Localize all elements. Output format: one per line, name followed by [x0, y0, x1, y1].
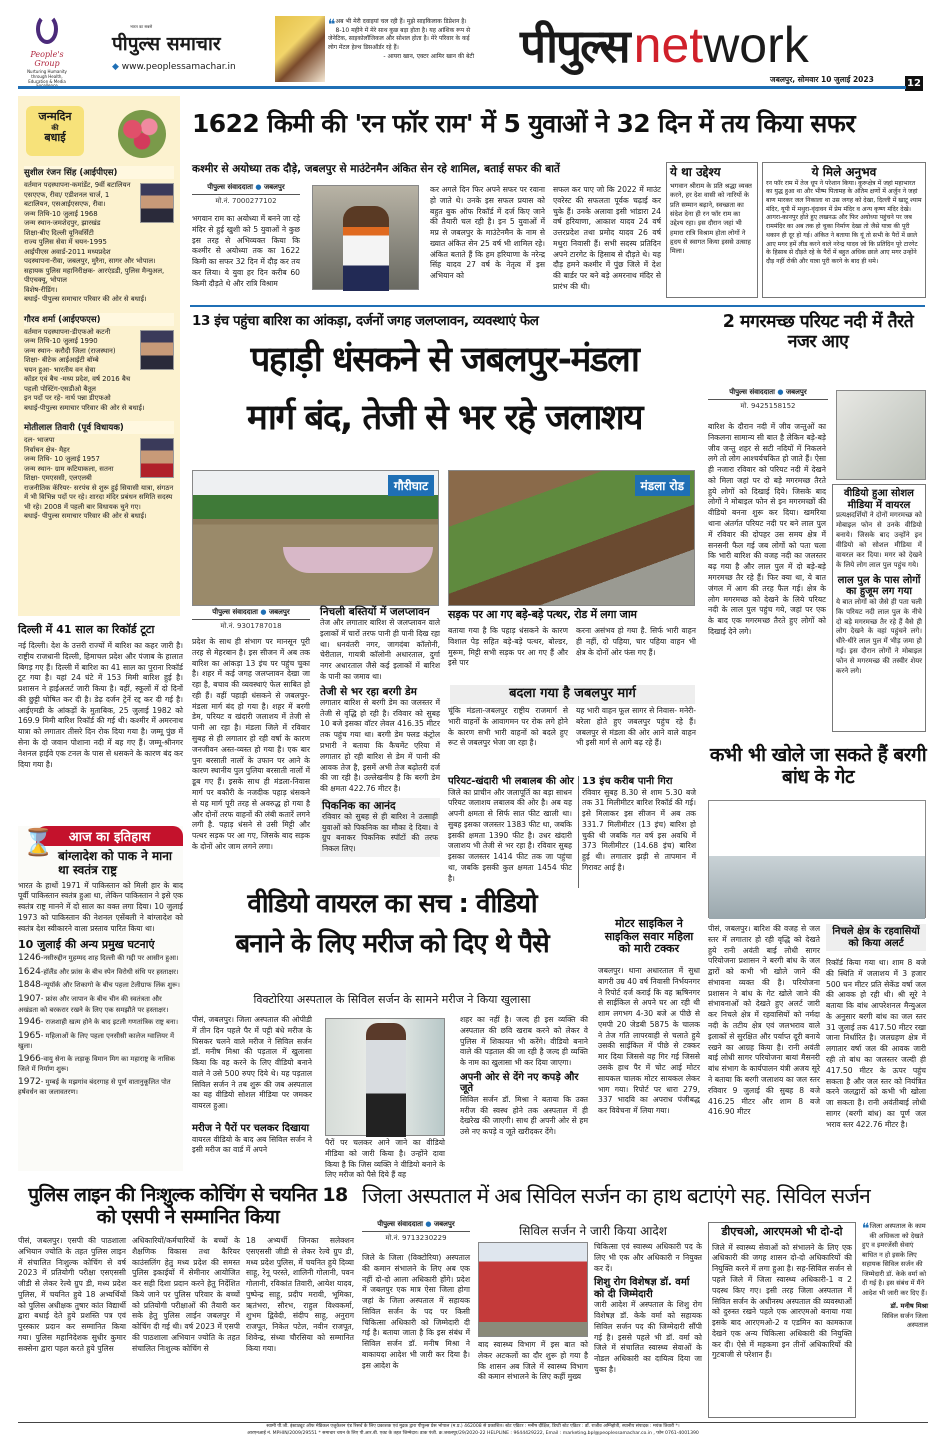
history-event: [18, 979, 183, 992]
hospital-subhead: सिविल सर्जन ने जारी किया आदेश: [519, 1224, 667, 1238]
person-detail: बधाई-पीपुल्स समाचार परिवार की ओर से बधाई।: [24, 403, 145, 412]
police-col2: अधिकारियों/कर्मचारियों के बच्चों के शैक्षणिक विकास तथा कैरियर काउंसलिंग हेतु मध्य प्रदेश की समस्त पुलिस इकाईयों में सेमीनार आयोजित कर सही दिशा प्रदान करने हेतु निर्देशित किये जाने पर पुलिस परिवार के बच्चों को प्रतियोगी परीक्षाओं की तैयारी कर सके हेतु पुलिस लाईन जबलपुर में कोचिंग दी गई थी। वर्ष 2023 में एसपी की पाठशाला अभियान ज्योति के तहत संचालित निःशुल्क कोचिंग से: [132, 1236, 240, 1353]
delhi-headline: दिल्ली में 41 साल का रिकॉर्ड टूटा: [18, 623, 155, 636]
road-jam-text-1: बताया गया है कि पहाड़ धंसकने के कारण विशाल पेड़ सहित बड़े-बड़े पत्थर, बोल्डर, मुरूम, मिट्टी सभी सड़क पर आ गए हैं और इसे पार: [448, 626, 568, 668]
event-year: 1966: [18, 1053, 41, 1064]
run-story-subhead: कश्मीर से अयोध्या तक दौड़े, जबलपुर से माउंटेनमैन अंकित सेन रहे शामिल, बताई सफर की बातें: [192, 163, 560, 175]
history-banner: आज का इतिहास: [36, 826, 183, 846]
quote-icon: ❝: [862, 1221, 870, 1237]
runner-photo: [312, 185, 419, 290]
bike-body: जबलपुर। थाना अधारताल में सुधा बागरी उम्र 40 वर्ष निवासी निर्भयनगर ने रिपोर्ट दर्ज कराई कि वह ऋषिनगर से साईकिल से अपने घर आ रही थी शाम लगभग 4-30 बजे अ पीछे से एमपी 20 जेडबी 5875 के चालक ने तेज गति लापरवाही से चलाते हुये उसकी साईकिल में पीछे से टक्कर मार दिया जिससे वह गिर गई जिससे उसके हाथ पैर में चोट आई मोटर सायकल चालक मोटर सायकल लेकर भाग गया। रिपोर्ट पर धारा 279, 337 भादवि का अपराध पंजीबद्ध कर विवेचना में लिया गया।: [598, 966, 700, 1116]
person-name: सुशील रंजन सिंह (आईपीएस): [24, 166, 174, 179]
road-jam-text-2: करना असंभव हो गया है. सिर्फ भारी वाहन ही नहीं, दो पहिया, चार पहिया वाहन भी क्षेत्र के दोनों ओर फंस गए हैं।: [576, 626, 696, 657]
person-name: मोतीलाल तिवारी (पूर्व विधायक): [24, 421, 174, 434]
video-headline-2: बनाने के लिए मरीज को दिए थे पैसे: [235, 929, 549, 959]
person-detail: सहायक पुलिस महानिरीक्षक- आरएंडडी, पुलिस मैन्युअल, पीएचक्यू, भोपाल: [24, 266, 165, 285]
event-year: 1624: [18, 966, 41, 977]
history-event: [18, 1076, 183, 1098]
person-detail: चयन हुआ- भारतीय वन सेवा: [24, 365, 96, 374]
website-link[interactable]: ◆ www.peoplessamachar.in: [112, 62, 236, 72]
event-year: 1848: [18, 980, 41, 991]
page-number: 12: [905, 76, 923, 91]
birthday-person: [18, 421, 180, 522]
video-headline-1: वीडियो वायरल का सच : वीडियो: [247, 889, 537, 919]
person-detail: बधाई- पीपुल्स समाचार परिवार की ओर से बधाई।: [24, 295, 147, 304]
surgeon-quote: ❝ जिला अस्पताल के काम की अधिकता को देखते हुए व इमरजेंसी सेवाएं बाधित न हो इसके लिए सहायक सिविल सर्जन की जिम्मेदारी डॉ. केके वर्मा को दी गई है। इस संबंध में मैंने आदेश भी जारी कर दिए हैं। डॉ. मनीष मिश्रा सिविल सर्जन जिला अस्पताल: [862, 1221, 928, 1330]
dam-headline: कभी भी खोले जा सकते हैं बरगी बांध के गेट: [709, 744, 927, 788]
person-detail: इन पदों पर रहे- नार्थ पन्ना डीएफओ: [24, 394, 111, 403]
experience-box: ये मिले अनुभव रन फॉर राम में तेज धूप ने परेशान किया। कुरूक्षेत्र में जहां महाभारत का युद्ध हुआ था और भीष्म पितामह के अंतिम क्षणों में अर्जुन ने जहां बाण मारकर जल निकाला था उस जगह को देखा, दिल्ली में खाटू श्याम मंदिर, यूपी में मथुरा-वृंदावन में प्रेम मंदिर व अन्य कृष्ण मंदिर देखे। आगरा-कानपुर होते हुए लखनऊ और फिर अयोध्या पहुंचने पर जब राममंदिर का अब तक हो चुका निर्माण देखा तो जैसे यात्रा की पूरी थकान ही दूर हो गई। अंकित ने बताया कि यूं तो सभी के पैरों में छाले आए मगर हमें लीड करने वाले नरेन्द्र यादव जो कि प्रतिदिन पूरे टारगेट के हिसाब से दौड़ते रहे के पैरों में बहुत अधिक छाले आए मगर उन्होंने दौड़ नहीं रोकी और यात्रा पूरी करने के बाद ही थमे।: [762, 162, 926, 298]
person-detail: पदस्थापना-रीवा, जबलपुर, मुरैना, सागर और भोपाल।: [24, 257, 156, 266]
hospital-col2: चिकित्सा एवं स्वास्थ्य अधिकारी पद के लिए भी एक और अधिकारी न नियुक्त कर दें। शिशु रोग विशेषज्ञ डॉ. वर्मा को दी जिम्मेदारी जारी आदेश में अस्पताल के शिशु रोग विशेषज्ञ डॉ. केके वर्मा को सहायक सिविल सर्जन पद की जिम्मेदारी सौंपी गई है। इससे पहले भी डॉ. वर्मा को जिले में संचालित स्वास्थ्य सेवाओं के नोडल अधिकारी का दायित्व दिया जा चुका है।: [594, 1242, 702, 1375]
person-photo: [140, 183, 174, 223]
video-subhead: विक्टोरिया अस्पताल के सिविल सर्जन के सामने मरीज ने किया खुलासा: [253, 993, 531, 1006]
person-detail: दल- भाजपा: [24, 436, 55, 445]
croc-byline: पीपुल्स संवाददाता ● जबलपुर मो. 9425158152: [708, 388, 828, 411]
event-year: 1972: [18, 1076, 41, 1087]
event-year: 1965: [18, 1030, 41, 1041]
run-story-headline: 1622 किमी की 'रन फॉर राम' में 5 युवाओं ने 32 दिन में तय किया सफर: [192, 109, 855, 138]
video-col1: पीसं, जबलपुर। जिला अस्पताल की ओपीडी में तीन दिन पहले पैर में पट्टी बंधे मरीज के घिसकर चलने वाले मरीज ने सिविल सर्जन डॉ. मनीष मिश्रा की पड़ताल में खुलासा किया कि वह करने के लिए वीडियो बनाने वाले ने उसे 500 रुपए दिये थे। यह पड़ताल सिविल सर्जन ने तब शुरू की जब अस्पताल का यह वीडियो सोशल मीडिया पर जमकर वायरल हुआ। मरीज ने पैरों पर चलकर दिखाया वायरल वीडियो के बाद अब सिविल सर्जन ने इसी मरीज का वार्ड में अपने: [192, 1015, 312, 1155]
paper-logo: भारत का सबसे पीपुल्स समाचार ◆ www.peoplessamachar.in: [112, 24, 262, 72]
history-event: [18, 993, 183, 1015]
celebrity-quote: ❝ अब भी मेरी दवाइयां चल रही हैं। मुझे साइकिलाक डिप्रेशन है। 8-10 महीने में मेरे साथ कुछ बड़ा होता है। यह आंशिक रूप से जेनेटिक, साइकोलॉजिकल और सोशल होता है। मेरे परिवार के कई लोग मेंटल हेल्थ डिसऑर्डर रहे हैं। - आयरा खान, एक्टर आमिर खान की बेटी: [328, 17, 474, 60]
person-detail: पहली पोस्टिंग-एसडीओ बैतूल: [24, 384, 96, 393]
peoples-group-logo: People's Group Nurturing Humanity through Health, Education & Media: [22, 14, 72, 89]
birthday-person: [18, 166, 180, 305]
croc-body: बारिश के दौरान नदी में जीव जन्तुओं का निकलना सामान्य सी बात है लेकिन बड़े-बड़े जीव जन्तु शहर से सटी नदियों में निकलने लगे तो लोग आश्चर्यचकित हो जाते हैं। ऐसा ही नजारा रविवार को परियट नदी में देखने को मिला जहां पर दो बड़े मगरमच्छ तैरते हुये लोगों को दिखाई दिये। जिसके बाद लोगों ने मोबाइल फोन से इन मगरमच्छों की वीडियो बनना शुरू कर दिया। खमरिया थाना अंतर्गत परियट नदी पर बने लाल पुल में रविवार की दोपहर उस समय क्षेत्र में सनसनी फैल गई जब लोगों को पता चला कि भारी बारिश की वजह नदी का जलस्तर बढ़ गया है और लाल पुल में दो बड़े-बड़े मगरमच्छ तैर रहे हैं। फिर क्या था, ये बात जंगल में आग की तरह फैल गई। क्षेत्र के लोग मगरमच्छ को देखने के लिये परियट नदी के लाल पुल पहुंच गये, जहां पर एक के बाद एक मगरमच्छ तैरते हुए लोगों को दिखाई देने लगे।: [708, 422, 826, 636]
gourighat-photo: [192, 470, 439, 606]
person-photo: [140, 438, 174, 478]
dam-body: पीसं, जबलपुर। बारिश की वजह से जल स्तर में लगातार हो रही वृद्धि को देखते हुये रानी अवंती बाई लोधी सागर परियोजना प्रशासन ने बरगी बांध के जल द्वारों को कभी भी खोले जाने की संभावना व्यक्त की है। परियोजना प्रशासन ने बांध के गेट खोले जाने की संभावनाओं को देखते हुए अलर्ट जारी कर निचले क्षेत्र में रहवासियों को नर्मदा नदी के तटीय क्षेत्र एवं जलभराव वाले इलाकों से सुरक्षित और पर्याप्त दूरी बनाये रखने का आग्रह किया है। रानी अवंती बाई लोधी सागर परियोजना बायां मैसनरी बांध संभाग के कार्यपालन यंत्री अजय सूरे ने बताया कि बरगी जलाशय का जल स्तर रविवार 9 जुलाई की सुबह 8 बजे 416.25 मीटर और शाम 8 बजे 416.90 मीटर: [708, 924, 820, 1117]
photo-tag-mandla-road: मंडला रोड: [635, 475, 690, 496]
person-photo: [140, 330, 174, 370]
mandla-road-photo: [448, 470, 695, 606]
event-text: -नसीरुद्दीन मुहम्मद शाह दिल्ली की गद्दी पर आसीन हुआ।: [40, 954, 179, 963]
person-detail: शिक्षा- बीटेक आईआईटी बॉम्बे: [24, 356, 99, 365]
person-detail: शिक्षा- एमएससी, एलएलबी: [24, 474, 92, 483]
dam-alert-heading: निचले क्षेत्र के रहवासियों को किया अलर्ट: [826, 924, 926, 951]
photo-tag-gourighat: गौरीघाट: [388, 475, 434, 496]
person-detail: राजनीतिक कॅरियर- सरपंच से शुरू हुई सियासी यात्रा, संगठन में भी विभिन्न पदों पर रहे। शारदा मंदिर प्रबंधन समिति सदस्य भी रहे। 2008 में पहली बार विधायक चुने गए।: [24, 483, 174, 511]
flood-byline: पीपुल्स संवाददाता ● जबलपुर मो.नं. 9301787018 प्रदेश के साथ ही संभाग पर मानसून पूरी तरह से मेहरबान है। इस सीजन में अब तक बारिश का आंकड़ा 13 इंच पर पहुंच चुका है। शहर में कई जगह जलप्लावन देखा जा रहा है, बचाव की व्यवस्थाएं फेल साबित हो रही हैं। वहीं पहाड़ी धंसकने से जबलपुर-मंडला मार्ग बंद हो गया है। शहर में बरगी डेम, परियट व खंदारी जलाशय में तेजी से पानी आ रहा है। मंडला जिले में रविवार सुबह से ही लगातार हो रही वर्षा के कारण जनजीवन अस्त-व्यस्त हो गया है। एक बार पुनः बरसाती नालों के उफान पर आने के कारण स्थानीय पुल पुलिया बरसाती नालों में डूब गए हैं। इसके साथ ही मंडला-निवास मार्ग पर बकौरी के नजदीक पहाड़ धंसकने से यह मार्ग पूरी तरह से अवरुद्ध हो गया है और दोनों तरफ वाहनों की लंबी कतारें लगने लगी है. पहाड़ धंसने से उसी मिट्टी और पत्थर सड़क पर आ गए, जिसके बाद सड़क के दोनों ओर जाम लगने लगा।: [192, 608, 310, 851]
event-text: -न्यूयॉर्क और शिकागो के बीच पहला टेलीग्राफ लिंक शुरू।: [40, 981, 180, 990]
person-detail: आईपीएस अवार्ड-2011 मध्यप्रदेश: [24, 247, 111, 256]
police-col3: 18 अभ्यर्थी जिनका सलेक्शन एसएससी जीडी से लेकर रेल्वे ग्रुप डी, मध्य प्रदेश पुलिस, में चयनित हुये दिव्या साहू, रेनू परस्ते, शालिनी गोलानी, पवन गोलानी, रविकांत तिवारी, आयेश यादव, पुष्पेन्द्र साहू, प्रदीप मरावी, भूमिका, ऋतंभरा, सौरभ, राहुल विश्वकर्मा, शुभम द्विवेदी, संदीप साहू, अनुराग राजपूत, निकेत पटेल, नवीन राजपूत, शिवेन्द्र, संध्या चौरसिया को सम्मानित किया गया।: [246, 1236, 354, 1353]
dho-rmo-box: डीएचओ, आरएमओ भी दो-दो जिले में स्वास्थ्य सेवाओं को संभालने के लिए एक अधिकारी की जगह शासन दो-दो अधिकारियों की नियुक्ति करने में लगा हुआ है। सह-सिविल सर्जन से पहले जिले में जिला स्वास्थ्य अधिकारी-1 व 2 पदस्थ किए गए। इसी तरह जिला अस्पताल में सिविल सर्जन के अधीनस्थ अस्पताल की व्यवस्थाओं को दुरुस्त रखने पहले एक आरएमओ बनाया गया इसके बाद आरएमओ-2 व एडमिन का कामकाज देखने एक अन्य चिकित्सा अधिकारी की नियुक्ति कर दी। ऐसे में महकमा इन तीनों अधिकारियों की गुटबाजी से परेशान हैं।: [708, 1222, 856, 1418]
rainfall-section: 13 इंच करीब पानी गिरा रविवार सुबह 8.30 से शाम 5.30 बजे तक 31 मिलीमीटर बारिश रिकॉर्ड की गई। इसे मिलाकर इस सीजन में अब तक 331.7 मिलीमीटर (13 इंच) बारिश हो चुकी थी जबकि गत वर्ष इस अवधि में 373 मिलीमीटर (14.68 इंच) बारिश हुई थी। लगातार झड़ी से तापमान में गिरावट आई है।: [578, 776, 696, 888]
flood-headline-1: पहाड़ी धंसकने से जबलपुर-मंडला: [250, 340, 639, 380]
history-event: [18, 966, 183, 979]
event-year: 1246: [18, 953, 41, 964]
section-rule: [190, 305, 925, 307]
bargi-dam-photo: [708, 800, 926, 918]
person-detail: निर्वाचन क्षेत्र- मैहर: [24, 445, 70, 454]
birthday-section: [18, 96, 180, 616]
history-event: [18, 1016, 183, 1029]
event-text: - महिलाओं के लिए पहला एनसीसी कालेज ग्वालियर में खुला।: [18, 1031, 175, 1051]
person-name: गौरव शर्मा (आईएफएस): [24, 313, 174, 326]
event-text: - राजशाही खत्म होने के बाद इटली गणतांत्रिक राष्ट्र बना।: [40, 1018, 179, 1027]
bike-headline: मोटर साइकिल ने साइकिल सवार महिला को मारी टक्कर: [604, 917, 694, 956]
route-changed-heading: बदला गया है जबलपुर मार्ग: [450, 685, 695, 704]
person-detail: जन्म तिथि- 10 जुलाई 1957: [24, 455, 100, 464]
hospital-headline: जिला अस्पताल में अब सिविल सर्जन का हाथ बटाएंगे सह. सिविल सर्जन: [362, 1184, 870, 1208]
quote-icon: ❝: [328, 17, 336, 33]
person-detail: शिक्षा-बीए दिल्ली यूनिवर्सिटी: [24, 228, 94, 237]
person-detail: जन्म तिथि-10 जुलाई 1990: [24, 337, 98, 346]
crocodile-photo: [836, 390, 926, 480]
route-text-2: यह भारी वाहन फूल सागर से निवास- मनेरी- बरेला होते हुए जबलपुर पहुंच रहे हैं। जबलपुर से मंडला की ओर आने वाले वाहन भी इसी मार्ग से आगे बढ़ रहे हैं।: [576, 706, 696, 748]
history-event: [18, 1053, 183, 1075]
footer: स्वामी पी.जी. इंस्टाट्यूट ऑफ मेडिकल एजुकेशन एंड रिसर्च के लिए प्रकाशक एवं मुद्रक द्वारा पीपुल्स प्रेस भोपाल (म.प्र.) 462008 से प्रकाशित। स्टेट एडिटर : मनीष दीक्षित, डिप्टी स्टेट एडिटर : डॉ. राजीव अग्निहोत्री, स्थानीय संपादक : मयंक तिवारी *। आरएनआई नं. MPHIN/2009/29551 * समाचार चयन के लिए पी.आर.बी. एक्ट के तहत जिम्मेदार। डाक पंजी. क्र.जबलपुर/29/2020-22 HELPLINE : 9644429222, Email : marketing.bpl@peoplessamachar.co.in , फोन 0761-4001390: [18, 1422, 928, 1438]
flood-col2: निचली बस्तियों में जलप्लावन तेज और लगातार बारिश से जलप्लावन वाले इलाकों में चारों तरफ पानी ही पानी दिख रहा था। धनवंतरी नगर, जागदंबा कॉलोनी, चेरीताल, गायत्री कॉलोनी अधारताल, दुर्गा नगर अधारताल जैसे कई इलाकों में बारिश के पानी का जमाव था। तेजी से भर रहा बरगी डेम लगातार बारिश से बरगी डेम का जलस्तर में तेजी से वृद्धि हो रही है। रविवार को सुबह 10 बजे इसका वॉटर लेवल 416.35 मीटर तक पहुंच गया था। बरगी डेम फ्लड कंट्रोल प्रभारी ने बताया कि कैचमेंट एरिया में लगातार हो रही बारिश से डेम में पानी की आवक तेज है, इसमें अभी तेज बढ़ोतरी दर्ज की जा रही है। उल्लेखनीय है कि बरगी डेम की क्षमता 422.76 मीटर है। पिकनिक का आनंद रविवार को सुबह से ही बारिश ने उत्साही युवाओं को पिकनिक का मौका दे दिया। वे ग्रुप बनाकर पिकनिक स्पॉटों की तरफ निकल लिए।: [320, 606, 440, 857]
header-rule: [18, 86, 906, 89]
logo-mark-icon: [36, 14, 58, 44]
video-col3: शहर का नहीं है। जल्द ही इस व्यक्ति की अस्पताल की छवि खराब करने को लेकर वे पुलिस में शिकायत भी करेंगे। वीडियो बनाने वाले की पड़ताल की जा रही है जल्द ही व्यक्ति के नाम का खुलासा भी कर दिया जाएगा। अपनी ओर से देंगे नए कपड़े और जूते सिविल सर्जन डॉ. मिश्रा ने बताया कि उक्त मरीज की स्वस्थ होने तक अस्पताल में ही देखरेख की जाएगी। साथ ही अपनी ओर से हम उसे नए कपड़े व जूते खरीदकर देंगे।: [460, 1015, 588, 1137]
croc-headline: 2 मगरमच्छ परियट नदी में तैरते नजर आए: [722, 312, 914, 353]
patient-photo: [325, 1018, 445, 1136]
person-detail: कॉडर एवं बैच -मध्य प्रदेश, वर्ष 2016 बैच: [24, 375, 131, 384]
masthead: [0, 0, 945, 92]
hospital-byline: पीपुल्स संवाददाता ● जबलपुर मो.नं. 9713230229 जिले के जिला (विक्टोरिया) अस्पताल की कमान संभालने के लिए अब एक नहीं दो-दो आला अधिकारी होंगे। प्रदेश में जबलपुर एक मात्र ऐसा जिला होगा जहां के जिला अस्पताल में सहायक सिविल सर्जन के पद पर किसी चिकित्सा अधिकारी को जिम्मेदारी दी गई है। बताया जाता है कि इस संबंध में सिविल सर्जन डॉ. मनीष मिश्रा ने बाकायदा आदेश भी जारी कर दिया है। इस आदेश के: [362, 1220, 470, 1370]
person-detail: जन्म स्थान-जमशेदपुर, झारखंड: [24, 219, 101, 228]
event-text: - फ्रांस और जापान के बीच चीन की स्वतंत्रता और अखंडता को बरकरार रखने के लिए एक समझौते पर हस्ताक्षर।: [18, 994, 169, 1014]
road-jam-heading: सड़क पर आ गए बड़े-बड़े पत्थर, रोड में लगा जाम: [448, 608, 637, 621]
run-story-byline: पीपुल्स संवाददाता ● जबलपुर मो.नं. 7000277102 भगवान राम का अयोध्या में बनने जा रहे मंदिर से हुई खुशी को 5 युवाओं ने कुछ इस तरह से अभिव्यक्त किया कि कश्मीर से अयोध्या तक का 1622 किमी का सफर 32 दिन में दौड़ कर तय कर लिया। ये युवा हर दिन करीब 60 किमी दौड़ते थे और रात्रि विश्राम: [192, 183, 300, 288]
person-detail: विशेष-रीडिंग।: [24, 285, 58, 294]
history-event: [18, 1030, 183, 1052]
history-section: आज का इतिहास ⌛ बांग्लादेश को पाक ने माना था स्वतंत्र राष्ट्र भारत के हाथों 1971 में पाकिस्तान को मिली हार के बाद पूर्वी पाकिस्तान स्वतंत्र हुआ था, लेकिन पाकिस्तान ने इसे एक स्वतंत्र राष्ट्र मानने में दो साल का वक्त लगा दिया। 10 जुलाई 1973 को पाकिस्तान की नेशनल एसेंबली ने बांग्लादेश को स्वतंत्र देश स्वीकारने वाला प्रस्ताव पारित किया था। 10 जुलाई की अन्य प्रमुख घटनाएं 1246-नसीरुद्दीन मुहम्मद शाह दिल्ली की गद्दी पर आसीन हुआ। 1624-हॉलैंड और फ्रांस के बीच स्पेन विरोधी संधि पर हस्ताक्षर। 1848-न्यूयॉर्क और शिकागो के बीच पहला टेलीग्राफ लिंक शुरू। 1907- फ्रांस और जापान के बीच चीन की स्वतंत्रता और अखंडता को बरकरार रखने के लिए एक समझौते पर हस्ताक्षर। 1946- राजशाही खत्म होने के बाद इटली गणतांत्रिक राष्ट्र बना। 1965- महिलाओं के लिए पहला एनसीसी कालेज ग्वालियर में खुला। 1966-वायु सेना के लड़ाकू विमान मिग का महाराष्ट्र के नासिक जिले में निर्माण शुरू। 1972- मुम्बई के मझगांव बंदरगाह से पूर्ण वातानुकूलित पोत हर्षवर्धन का जलावतरण।: [18, 826, 183, 1171]
hourglass-icon: ⌛: [22, 828, 55, 858]
pariyat-section: परियट-खंदारी भी लबालब की ओर जिले का प्राचीन और जलापूर्ति का बड़ा साधन परियट जलाशय लबालब की ओर है। अब यह अपनी क्षमता से सिर्फ सात फीट खाली था। सुबह इसका जलस्तर 1383 फीट था, जबकि इसकी क्षमता 1390 फीट है। उधर खंदारी जलाशय भी तेजी से भर रहा है। रविवार सुबह इसका जलस्तर 1414 फीट तक जा पहुंचा था, जबकि इसकी कुल क्षमता 1454 फीट है।: [448, 776, 574, 883]
person-detail: वर्तमान पदस्थापना-डीएफओ कटनी: [24, 327, 111, 336]
viral-video-box: वीडियो हुआ सोशल मीडिया में वायरल प्रत्यक्षदर्शियों ने दोनों मगरमच्छ को मोबाइल फोन से उनके वीडियो बनाये। जिसके बाद उन्होंने इन वीडियो को सोशल मीडिया में वायरल कर दिया। मगर को देखने के लिये लोग लाल पुल पहुंच गये। लाल पुल के पास लोगों का हुजूम लग गया ये बात लोगों को जैसे ही पता चली कि परियट नदी लाल पुल के नीचे दो बड़े मगरमच्छ तैर रहे हैं वैसे ही लोग देखने के वहां पहुंचने लगे। धीरे-धीरे लाल पुल में भीड़ जमा हो गई। इस दौरान लोगों ने मोबाइल फोन से मगरमच्छ की तस्वीर शेयर करने लगे।: [832, 484, 926, 732]
flood-kicker: 13 इंच पहुंचा बारिश का आंकड़ा, दर्जनों जगह जलप्लावन, व्यवस्थाएं फेल: [192, 313, 539, 329]
route-text-1: चूंकि मंडला-जबलपुर राष्ट्रीय राजमार्ग से भारी वाहनों के आवागमन पर रोक लगे होने के कारण सभी भारी वाहनों को बदले हुए रूट से जबलपुर भेजा जा रहा है।: [448, 706, 568, 748]
birthday-list: [18, 166, 180, 522]
person-detail: राज्य पुलिस सेवा में चयन-1995: [24, 238, 107, 247]
run-story-col2: कर अगले दिन फिर अपने सफर पर रवाना हो जाते थे। उनके इस सफल प्रयास को बहुत बुक ऑफ रिकॉर्ड में दर्ज किए जाने की तैयारी चल रही है। इन 5 युवाओं में मप्र से जबलपुर के माउंटेनमैन के नाम से ख्यात अंकित सेन 25 वर्ष भी शामिल रहे। अंकित बताते हैं कि हम हरियाणा के नरेन्द्र सिंह यादव 27 वर्ष के नेतृत्व में इस अभियान को: [430, 185, 545, 281]
person-detail: जन्म तिथि-10 जुलाई 1968: [24, 209, 98, 218]
patient-photo-caption: पैरों पर चलकर आने जाने का वीडियो मीडिया को जारी किया है। उन्होंने दावा किया है कि जिस व्यक्ति ने वीडियो बनाने के लिए मरीज को पैसे दिये हैं वह: [325, 1138, 445, 1180]
quote-photo: [275, 16, 325, 82]
dam-alert-text: रिकॉर्ड किया गया था। शाम 8 बजे की स्थिति में जलाशय में 3 हजार 500 घन मीटर प्रति सेकेंड वर्षा जल की आवक हो रही थी। श्री सूरे ने बताया कि बांध आपरेशनल मैन्युअल के अनुसार बरगी बांध का जल स्तर 31 जुलाई तक 417.50 मीटर रखा जाना निर्धारित है। जलग्रहण क्षेत्र में लगातार वर्षा जल की आवक जारी रही तो बांध का जलस्तर जल्दी ही 417.50 मीटर के ऊपर पहुंच सकता है और जल स्तर को नियंत्रित करने जलद्वारों को कभी भी खोला जा सकता है। रानी अवंतीबाई लोधी सागर (बरगी बांध) का पूर्ण जल भराव स्तर 422.76 मीटर है।: [826, 958, 926, 1129]
birthday-person: [18, 313, 180, 414]
delhi-body: नई दिल्ली। देश के उत्तरी राज्यों में बारिश का कहर जारी है। राष्ट्रीय राजधानी दिल्ली, हिमाचल प्रदेश और पंजाब के हालात बिगड़ गए हैं। दिल्ली में बारिश का 41 साल का पुराना रिकॉर्ड टूट गया है। यहां 24 घंटे में 153 मिमी बारिश हुई है। प्रशासन ने हाईअलर्ट जारी किया है। वहीं, स्कूलों में दो दिनों की छुट्टी घोषित कर दी है। डेढ़ दर्जन ट्रेनें रद्द कर दी गई है। आईएमडी के आंकड़ों के मुताबिक, 25 जुलाई 1982 को 169.9 मिमी बारिश रिकॉर्ड की गई थी। कश्मीर में अमरनाथ यात्रा को लगातार तीसरे दिन रोक दिया गया है। जम्मू पुंछ में सेना के दो जवान पोशाना नदी में बह गए हैं। जम्मू-श्रीनगर नेशनल हाईवे एक टनल के पास से धसकने के कारण बंद कर दिया गया है।: [18, 641, 183, 769]
event-text: - मुम्बई के मझगांव बंदरगाह से पूर्ण वातानुकूलित पोत हर्षवर्धन का जलावतरण।: [18, 1077, 171, 1097]
dateline: जबलपुर, सोमवार 10 जुलाई 2023: [770, 75, 874, 84]
police-headline: पुलिस लाइन की निःशुल्क कोचिंग से चयनित 18 को एसपी ने सम्मानित किया: [28, 1184, 348, 1228]
birthday-banner: जन्मदिन की बधाई: [18, 96, 180, 166]
flood-headline-2: मार्ग बंद, तेजी से भर रहे जलाशय: [246, 398, 642, 438]
person-detail: बधाई- पीपुल्स समाचार परिवार की ओर से बधाई।: [24, 512, 147, 521]
person-detail: वर्तमान पदस्थापना-कमांडेंट, 9वीं बटालियन एसएएफ, रीवा/ एडीशनल चार्ज, 1 बटालियन, एसआईएसएफ, रीवा।: [24, 181, 131, 209]
history-events: [18, 952, 183, 1098]
aim-box: ये था उद्देश्य भगवान श्रीराम के प्रति श्रद्धा व्यक्त करने, हर देश वासी को नारियों के प्रति सम्मान बढ़ाने, स्वच्छता का संदेश देना ही रन फॉर राम का उद्देश्य रहा। इस दौरान जहां भी हमारा रात्रि विश्राम होता लोगों ने हृदय से स्वागत किया इससे उत्साह मिला।: [666, 162, 758, 298]
history-event: [18, 952, 183, 965]
hospital-caption: बाद स्वास्थ्य विभाग में इस बात को लेकर अटकलों का दौर शुरू हो गया है कि शासन अब जिले में स्वास्थ्य विभाग की कमान संभालने के लिए कहीं मुख्य: [478, 1340, 588, 1382]
victoria-hospital-photo: [478, 1242, 588, 1337]
event-year: 1907: [18, 993, 41, 1004]
person-detail: जन्म स्थान- करौदी जिला (राजस्थान): [24, 346, 116, 355]
flower-basket-icon: [118, 110, 166, 158]
run-story-col3: सफल कर पाए जो कि 2022 में माउंट एवरेस्ट की सफलता पूर्वक चढ़ाई कर चुके हैं। उनके अलावा इसी भांडारा 24 वर्ष हरियाणा, आकाश यादव 24 वर्ष उत्तरप्रदेश तथा प्रमोद यादव 26 वर्ष मथुरा निवासी हैं। सभी सदस्य प्रतिदिन अपने टारगेट के हिसाब से दौड़ते थे। यह दौड़ हमने कश्मीर में पुंछ जिले में देश की बार्डर पर बने बड़े अमरनाथ मंदिर से प्रारंभ की थी।: [553, 185, 661, 292]
police-col1: पीसं, जबलपुर। एसपी की पाठशाला अभियान ज्योति के तहत पुलिस लाइन में संचालित निःशुल्क कोचिंग से वर्ष 2023 में प्रतियोगी परीक्षा एसएससी जीडी से लेकर रेल्वे ग्रुप डी, मध्य प्रदेश पुलिस, में चयनित हुये 18 अभ्यर्थियों को पुलिस अधीक्षक तुषार कांत विद्यार्थी द्वारा बधाई देते हुये प्रशस्ति पत्र एवं पुरस्कार प्रदान कर सम्मानित किया गया। पुलिस महानिदेशक सुधीर कुमार सक्सेना द्वारा पहल करते हुये पुलिस: [18, 1236, 126, 1353]
brand-title: पीपुल्स network: [520, 17, 809, 73]
event-year: 1946: [18, 1017, 41, 1028]
event-text: -हॉलैंड और फ्रांस के बीच स्पेन विरोधी संधि पर हस्ताक्षर।: [40, 967, 179, 976]
person-detail: जन्म स्थान- ग्राम कटियाकला, सतना: [24, 464, 114, 473]
event-text: -वायु सेना के लड़ाकू विमान मिग का महाराष्ट्र के नासिक जिले में निर्माण शुरू।: [18, 1054, 175, 1074]
